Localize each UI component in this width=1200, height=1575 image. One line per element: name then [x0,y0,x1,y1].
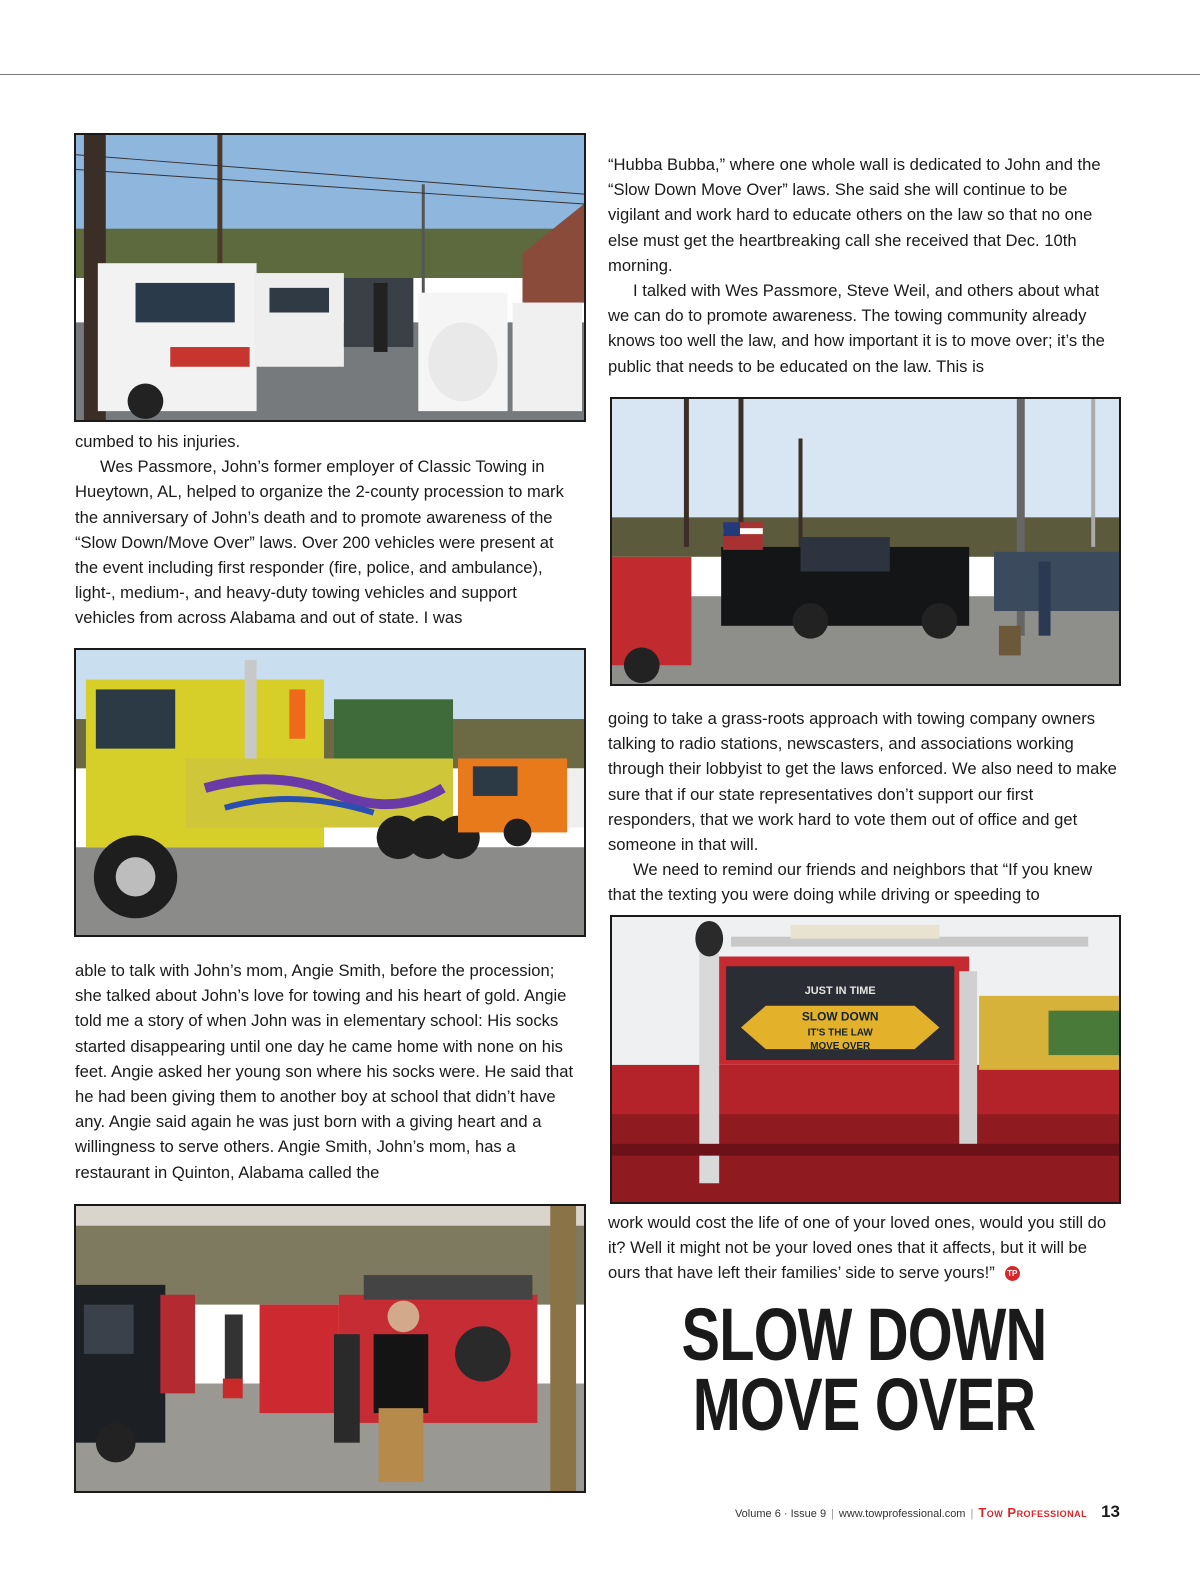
photo-red-pickup-slow-down-sign [610,915,1121,1204]
article-paragraph [608,1210,1120,1286]
article-col2-block3 [608,1210,1120,1286]
sign-line-3: IT'S THE LAW [807,1027,873,1039]
page-footer [735,1502,1120,1522]
sign-line-2: SLOW DOWN [801,1009,879,1024]
footer-website-link[interactable]: www.towprofessional.com [838,1508,966,1520]
headline-line-1: SLOW DOWN [681,1293,1047,1376]
article-paragraph: going to take a grass-roots approach with towing company owners talking to radio stations, newscasters, and associations working through their lobbyist to get the laws enforced. We also need to make sure that if our state representatives don’t support our first responders, that we work hard to vote them out of office and get someone in that will. [608,709,1117,855]
header-rule [0,74,1200,75]
article-col1-block1 [75,429,580,631]
article-col2-block1 [608,152,1120,379]
end-of-article-icon: TP [1005,1266,1020,1281]
article-paragraph: cumbed to his injuries. [75,432,241,451]
sign-line-4: MOVE OVER [810,1041,871,1053]
article-paragraph: “Hubba Bubba,” where one whole wall is dedicated to John and the “Slow Down Move Over” laws. She said she will continue to be vigilant and work hard to educate others on the law so that no one else must get the heartbreaking call she received that Dec. 10th morning. [608,155,1101,275]
slow-down-move-over-headline [666,1293,1062,1446]
article-paragraph: Wes Passmore, John’s former employer of Classic Towing in Hueytown, AL, helped to organize the 2-county procession to mark the anniversary of John’s death and to promote awareness of the “Slow Down/Move Over” laws. Over 200 vehicles were present at the event including first responder (fire, police, and ambulance), light-, medium-, and heavy-duty towing vehicles and support vehicles from across Alabama and out of state. I was [75,457,564,628]
page-number: 13 [1101,1502,1120,1521]
article-paragraph: able to talk with John’s mom, Angie Smith, before the procession; she talked about John’s love for towing and his heart of gold. Angie told me a story of when John was in elementary school: His socks started disappearing until one day he came home with none on his feet. Angie asked her young son where his socks were. He said that he had been giving them to another boy at school that didn’t have any. Angie said again he was just born with a giving heart and a willingness to serve others. Angie Smith, John’s mom, has a restaurant in Quinton, Alabama called the [75,961,574,1182]
footer-brand: Tow Professional [978,1505,1088,1520]
footer-volume-issue: Volume 6 · Issue 9 [734,1508,827,1520]
sign-line-1: JUST IN TIME [804,984,876,997]
article-paragraph: I talked with Wes Passmore, Steve Weil, and others about what we can do to promote awareness. The towing community already knows too well the law, and how important it is to move over; it’s the public that needs to be educated on the law. This is [608,281,1105,376]
photo-procession-parking-lot [610,397,1121,686]
headline-line-2: MOVE OVER [692,1363,1036,1446]
photo-procession-lineup [74,1204,586,1493]
article-col1-block2 [75,958,585,1185]
footer-separator: | [831,1508,834,1520]
article-paragraph: We need to remind our friends and neighbors that “If you knew that the texting you were doing while driving or speeding to [608,860,1093,905]
photo-yellow-wrecker [74,648,586,937]
closing-paragraph-text: work would cost the life of one of your loved ones, would you still do it? Well it might not be your loved ones that it affects, but it will be ours that have left their families’ side to serve yours!” [608,1213,1107,1283]
article-col2-block2 [608,706,1120,908]
photo-fire-police-vehicles [74,133,586,422]
footer-separator: | [970,1508,974,1520]
